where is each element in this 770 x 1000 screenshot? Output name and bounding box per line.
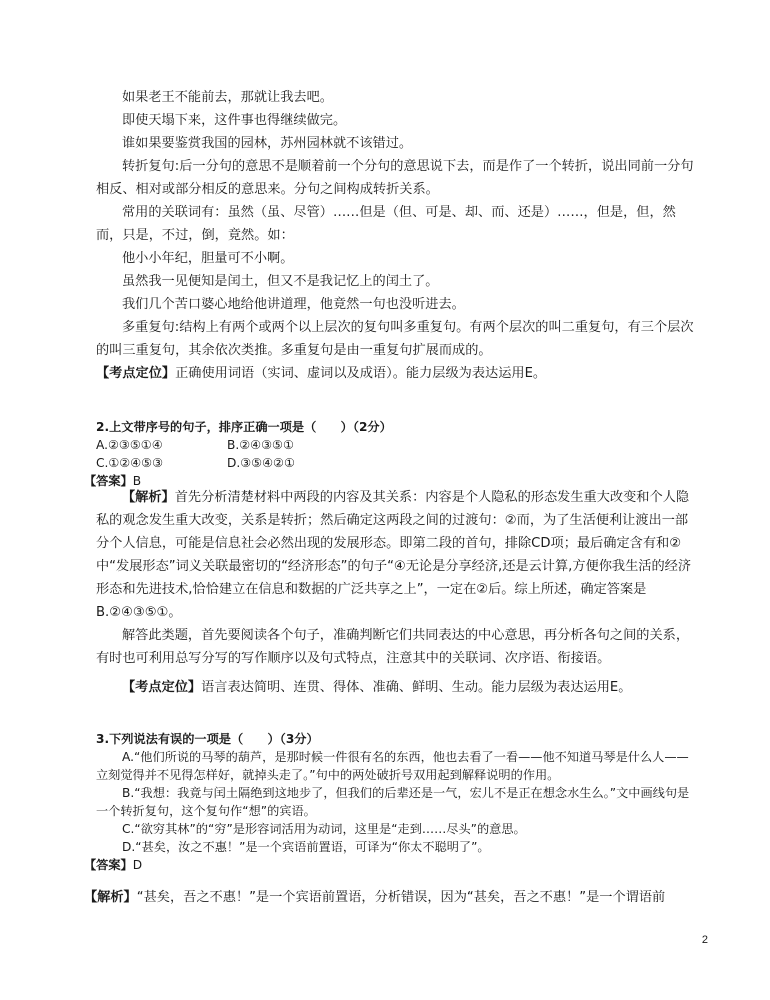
question-3-analysis bbox=[84, 886, 698, 909]
analysis-label: 【解析】 bbox=[84, 890, 137, 905]
option-c: C.①②④⑤③ bbox=[96, 456, 164, 470]
answering-tip: 解答此类题，首先要阅读各个句子，准确判断它们共同表达的中心意思，再分析各句之间的关系，有时也可利用总写分写的写作顺序以及句式特点，注意其中的关联词、次序语、衔接语。 bbox=[96, 628, 690, 666]
page-number: 2 bbox=[701, 934, 708, 946]
multi-definition: 多重复句:结构上有两个或两个以上层次的复句叫多重复句。有两个层次的叫二重复句，有三个层次的叫三重复句，其余依次类推。多重复句是由一重复句扩展而成的。 bbox=[96, 320, 694, 358]
analysis-paragraph bbox=[84, 886, 698, 909]
question-2-stem: 2.上文带序号的句子，排序正确一项是（ ）（2分） bbox=[96, 420, 392, 434]
option-a: A.②③⑤①④ bbox=[96, 438, 163, 452]
example-sentence: 虽然我一见便知是闰土，但又不是我记忆上的闰土了。 bbox=[122, 274, 439, 289]
question-3-block bbox=[84, 730, 696, 874]
analysis-text: “甚矣，吾之不惠！”是一个宾语前置语，分析错误，因为“甚矣，吾之不惠！”是一个谓语前 bbox=[136, 890, 666, 905]
question-2-block bbox=[84, 418, 696, 490]
question-2-analysis bbox=[96, 486, 696, 699]
example-sentence: 如果老王不能前去，那就让我去吧。 bbox=[122, 90, 333, 105]
option-d: D.③⑤④②① bbox=[227, 456, 295, 470]
analysis-text: 首先分析清楚材料中两段的内容及其关系：内容是个人隐私的形态发生重大改变和个人隐私的观念发生重大改变，关系是转折；然后确定这两段之间的过渡句：②而，为了生活便利让渡出一部分个人信息，可能是信息社会必然出现的发展形态。即第二段的首句，排除CD项；最后确定含有和②中“发展形态”词义关联最密切的“经济形态”的句子“④无论是分享经济,还是云计算,方便你我生活的经济形态和先进技术,恰恰建立在信息和数据的广泛共享之上”，一定在②后。综上所述，确定答案是 B.②④③⑤①。 bbox=[96, 490, 692, 620]
option-a: A.“他们所说的马琴的葫芦，是那时候一件很有名的东西，他也去看了一看——他不知道马琴是什么人——立刻觉得并不见得怎样好，就掉头走了。”句中的两处破折号双用起到解释说明的作用。 bbox=[96, 750, 689, 782]
knowledge-point-text: 语言表达简明、连贯、得体、准确、鲜明、生动。能力层级为表达运用E。 bbox=[201, 680, 632, 695]
question-3-answer bbox=[84, 856, 696, 874]
question-2-options-row2 bbox=[96, 454, 696, 472]
turn-definition: 转折复句:后一分句的意思不是顺着前一个分句的意思说下去，而是作了一个转折，说出同前一分句相反、相对或部分相反的意思来。分句之间构成转折关系。 bbox=[96, 159, 694, 197]
example-sentence: 即使天塌下来，这件事也得继续做完。 bbox=[122, 113, 347, 128]
example-sentence: 他小小年纪，胆量可不小啊。 bbox=[122, 251, 294, 266]
knowledge-point-text: 正确使用词语（实词、虚词以及成语）。能力层级为表达运用E。 bbox=[175, 366, 547, 381]
knowledge-point bbox=[96, 362, 696, 385]
answer-value: D bbox=[132, 858, 143, 872]
answer-value: B bbox=[132, 474, 142, 488]
answer-label: 【答案】 bbox=[84, 474, 133, 488]
knowledge-point-label: 【考点定位】 bbox=[122, 680, 202, 695]
option-b: B.“我想：我竟与闰土隔绝到这地步了，但我们的后辈还是一气，宏儿不是正在想念水生么。”文中画线句是一个转折复句，这个复句作“想”的宾语。 bbox=[96, 786, 690, 818]
question-2-options-row1 bbox=[96, 436, 696, 454]
analysis-paragraph bbox=[96, 486, 696, 624]
question-3-stem: 3.下列说法有误的一项是（ ）（3分） bbox=[96, 732, 319, 746]
example-sentence: 我们几个苦口婆心地给他讲道理，他竟然一句也没听进去。 bbox=[122, 297, 465, 312]
option-c: C.“欲穷其林”的“穷”是形容词活用为动词，这里是“走到……尽头”的意思。 bbox=[122, 822, 526, 836]
turn-connectives: 常用的关联词有：虽然（虽、尽管）……但是（但、可是、却、而、还是）……，但是，但，然而，只是，不过，倒，竟然。如： bbox=[96, 205, 676, 243]
knowledge-point-label: 【考点定位】 bbox=[96, 366, 176, 381]
option-b: B.②④③⑤① bbox=[227, 438, 294, 452]
analysis-label: 【解析】 bbox=[122, 490, 175, 505]
section-compound-sentences bbox=[96, 86, 696, 385]
example-sentence: 谁如果要鉴赏我国的园林，苏州园林就不该错过。 bbox=[122, 136, 413, 151]
answer-label: 【答案】 bbox=[84, 858, 133, 872]
knowledge-point bbox=[96, 676, 696, 699]
option-d: D.“甚矣，汝之不惠！”是一个宾语前置语，可译为“你太不聪明了”。 bbox=[122, 840, 490, 854]
